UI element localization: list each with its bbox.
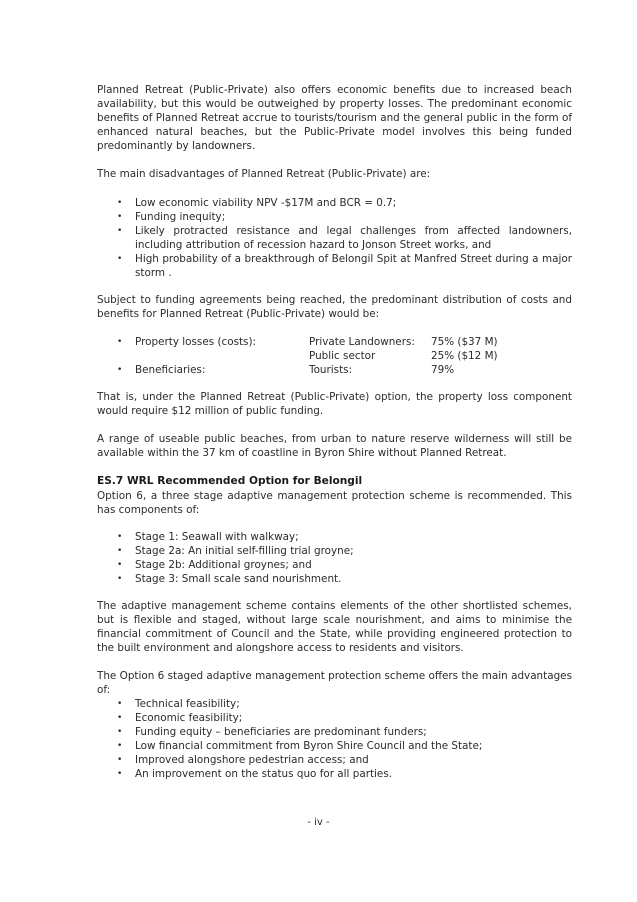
bullet-icon: • — [117, 755, 123, 765]
list-item: • Technical feasibility; — [117, 698, 240, 710]
list-item: • Low financial commitment from Byron Shire Council and the State; — [117, 740, 483, 752]
list-item: • Improved alongshore pedestrian access; and — [117, 754, 369, 766]
bullet-icon: • — [117, 198, 123, 208]
advantages-list — [97, 697, 572, 781]
bullet-icon: • — [117, 727, 123, 737]
paragraph-useable-beaches: A range of useable public beaches, from urban to nature reserve wilderness will still be available within the 37 km of coastline in Byron Shire without Planned Retreat. — [97, 433, 572, 459]
distribution-label: Property losses (costs): — [135, 336, 257, 348]
distribution-value: 25% ($12 M) — [431, 350, 498, 362]
bullet-icon: • — [117, 769, 123, 779]
bullet-icon: • — [117, 337, 123, 347]
section-heading: ES.7 WRL Recommended Option for Belongil — [97, 475, 363, 487]
paragraph-option-6: Option 6, a three stage adaptive management protection scheme is recommended. This has components of: — [97, 490, 572, 516]
bullet-icon: • — [117, 713, 123, 723]
distribution-party: Public sector — [309, 350, 376, 362]
disadvantages-list — [97, 196, 572, 280]
distribution-party: Private Landowners: — [309, 336, 415, 348]
distribution-party: Tourists: — [309, 364, 353, 376]
list-item: • Likely protracted resistance and legal challenges from affected landowners, including attribution of recession hazard to Jonson Street works, and — [117, 225, 572, 251]
bullet-icon: • — [117, 254, 123, 264]
list-item: • Funding inequity; — [117, 211, 226, 223]
paragraph-public-funding: That is, under the Planned Retreat (Public-Private) option, the property loss component would require $12 million of public funding. — [97, 391, 572, 417]
paragraph-disadvantages-intro: The main disadvantages of Planned Retreat (Public-Private) are: — [97, 168, 431, 180]
list-item: • An improvement on the status quo for all parties. — [117, 768, 393, 780]
paragraph-distribution-intro: Subject to funding agreements being reached, the predominant distribution of costs and benefits for Planned Retreat (Public-Private) would be: — [97, 294, 572, 320]
paragraph-economic-benefits: Planned Retreat (Public-Private) also offers economic benefits due to increased beach availability, but this would be outweighed by property losses. The predominant economic benefits of Planned Retreat accrue to tourists/tourism and the general public in the form of enhanced natural beaches, but the Public-Private model involves this being funded predominantly by landowners. — [97, 84, 572, 152]
stages-list — [97, 530, 572, 586]
table-row — [97, 349, 572, 363]
bullet-icon: • — [117, 226, 123, 236]
distribution-value: 75% ($37 M) — [431, 336, 498, 348]
distribution-value: 79% — [431, 364, 455, 376]
distribution-label: Beneficiaries: — [135, 364, 206, 376]
table-row — [97, 335, 572, 349]
list-item: • Funding equity – beneficiaries are predominant funders; — [117, 726, 427, 738]
bullet-icon: • — [117, 574, 123, 584]
bullet-icon: • — [117, 212, 123, 222]
bullet-icon: • — [117, 741, 123, 751]
bullet-icon: • — [117, 546, 123, 556]
list-item: • High probability of a breakthrough of Belongil Spit at Manfred Street during a major storm . — [117, 253, 572, 279]
list-item: • Low economic viability NPV -$17M and BCR = 0.7; — [117, 197, 397, 209]
paragraph-adaptive-scheme: The adaptive management scheme contains elements of the other shortlisted schemes, but is flexible and staged, without large scale nourishment, and aims to minimise the financial commitment of Council and the State, while providing engineered protection to the built environment and alongshore access to residents and visitors. — [97, 600, 572, 654]
list-item: • Stage 2b: Additional groynes; and — [117, 559, 312, 571]
bullet-icon: • — [117, 699, 123, 709]
bullet-icon: • — [117, 365, 123, 375]
bullet-icon: • — [117, 532, 123, 542]
list-item: • Economic feasibility; — [117, 712, 243, 724]
list-item: • Stage 3: Small scale sand nourishment. — [117, 573, 342, 585]
distribution-table — [97, 335, 572, 377]
page-number: - iv - — [307, 817, 330, 828]
table-row — [97, 363, 572, 377]
bullet-icon: • — [117, 560, 123, 570]
list-item: • Stage 2a: An initial self-filling trial groyne; — [117, 545, 354, 557]
paragraph-advantages-intro: The Option 6 staged adaptive management protection scheme offers the main advantages of: — [97, 670, 572, 696]
list-item: • Stage 1: Seawall with walkway; — [117, 531, 299, 543]
